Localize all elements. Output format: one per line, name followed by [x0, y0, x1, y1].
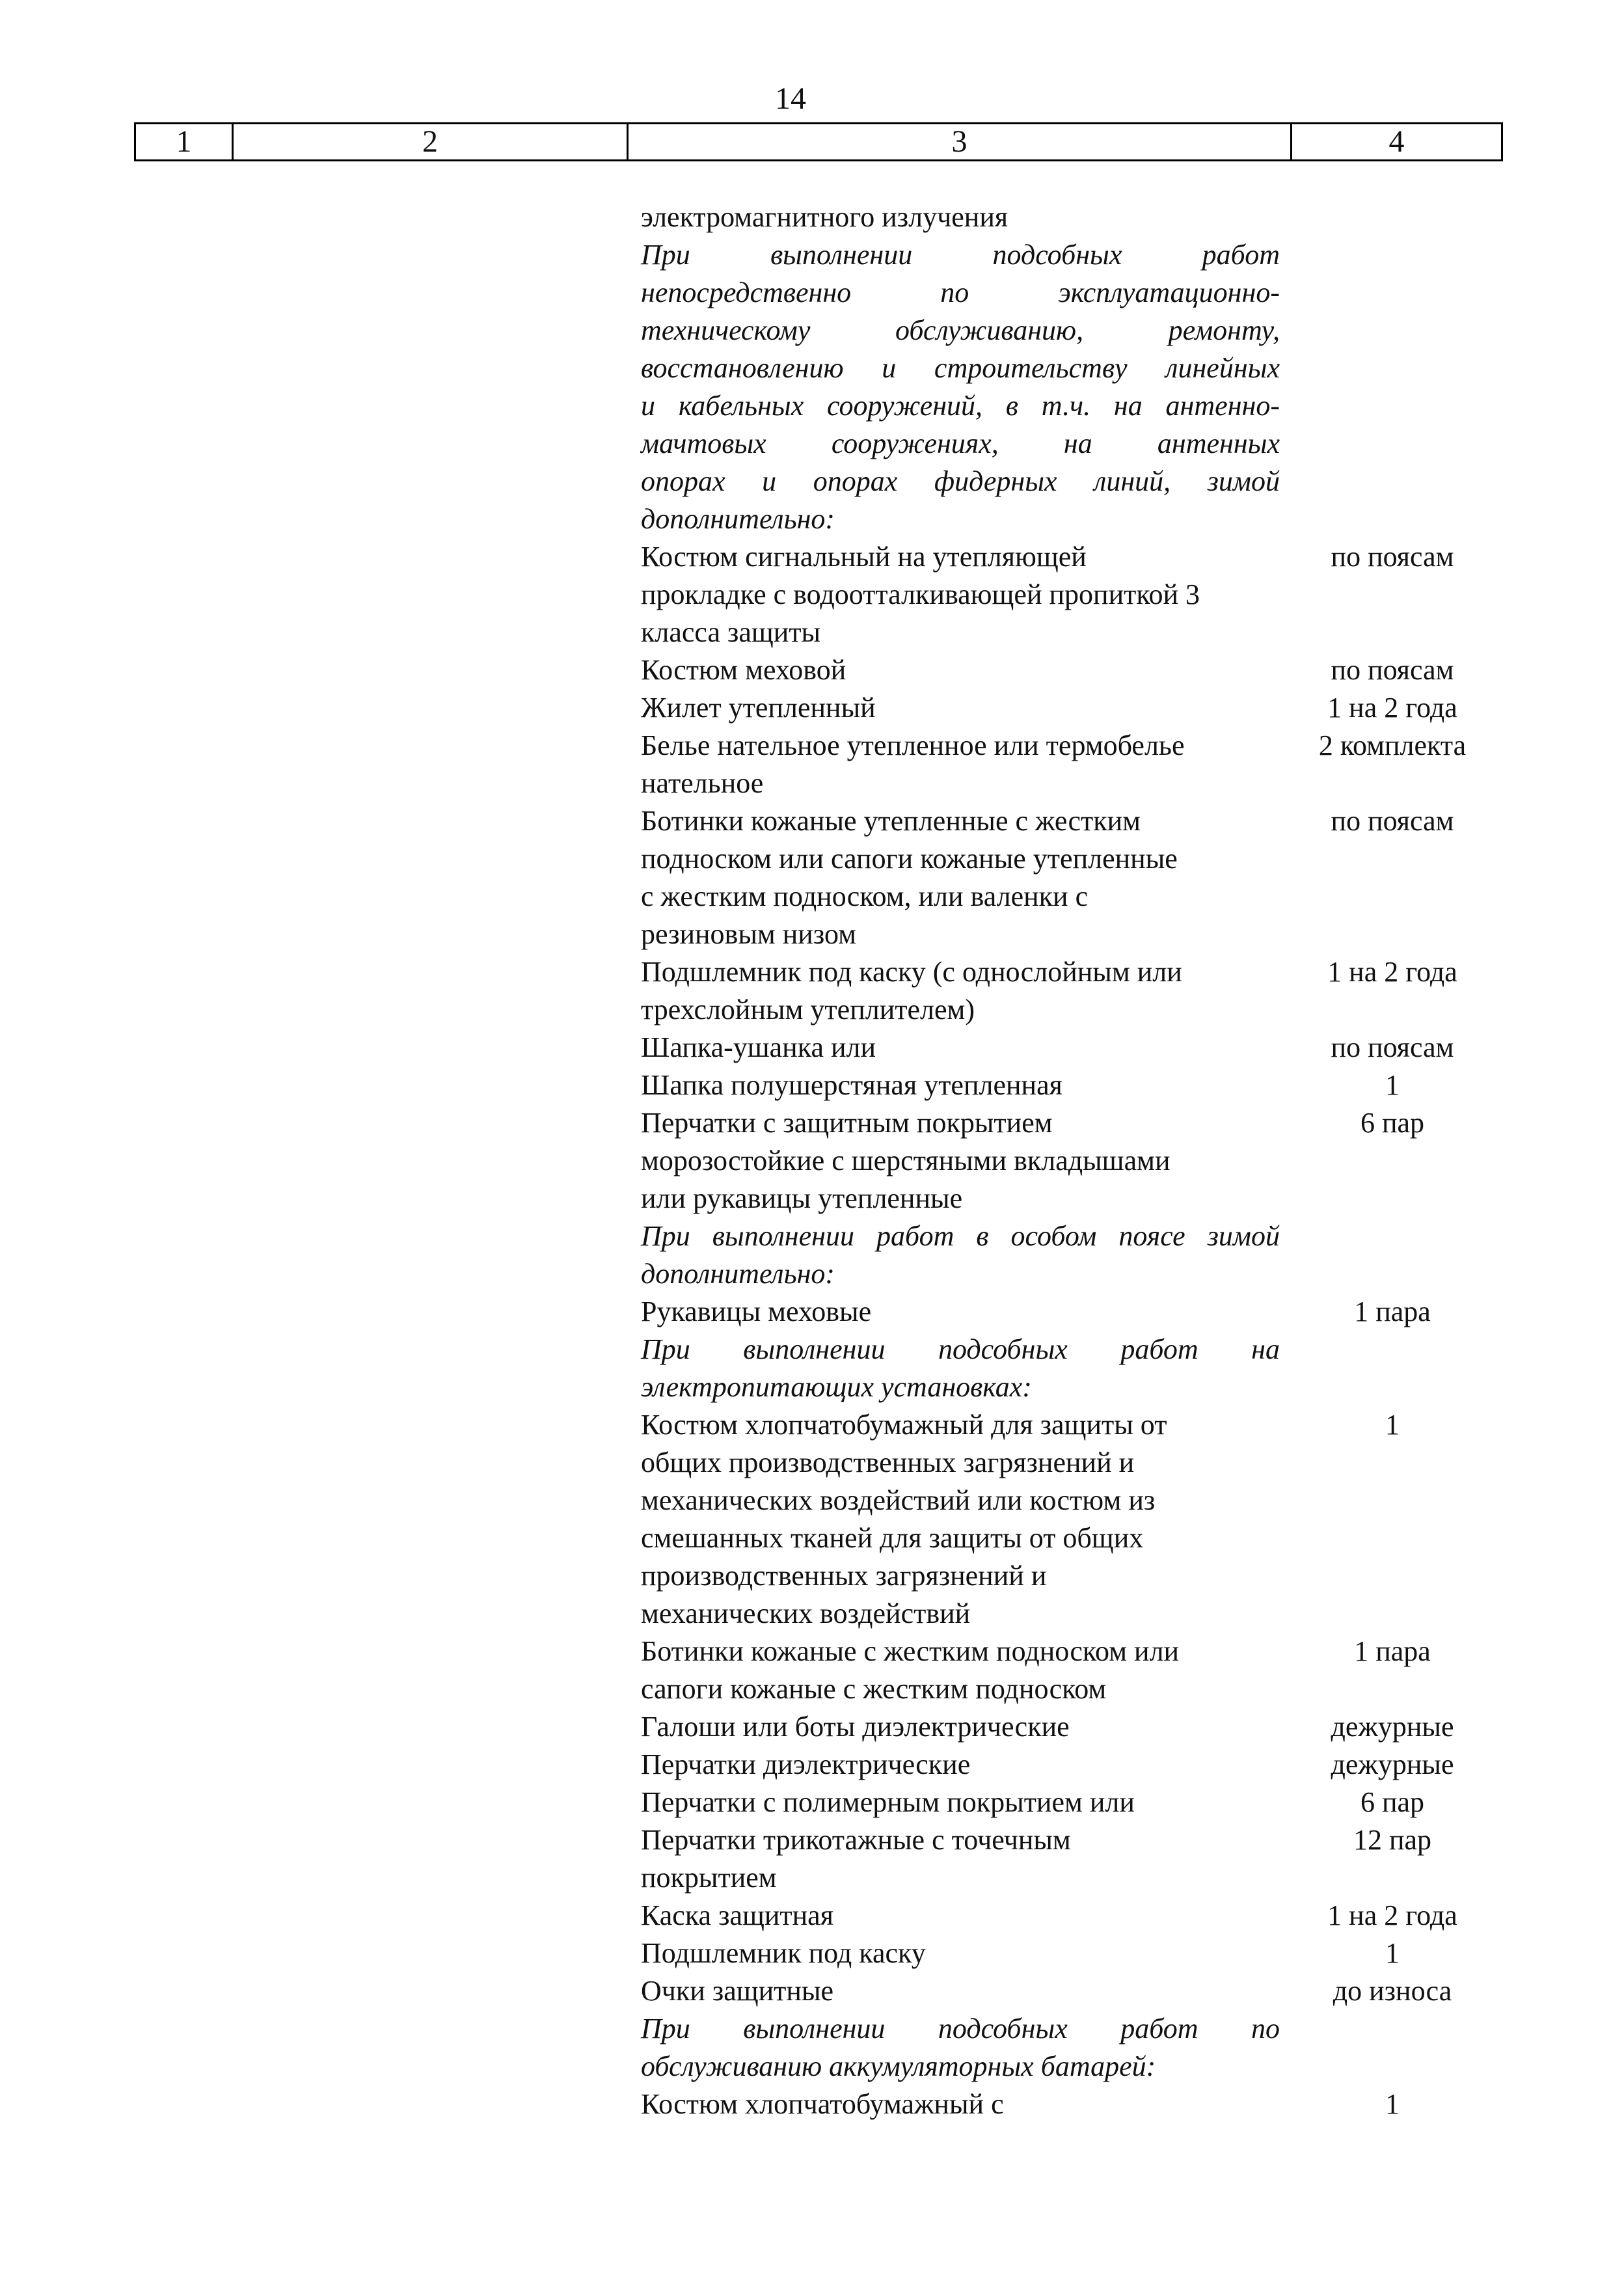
- item-row: [641, 1066, 1506, 1104]
- section-heading-line: восстановлению и строительству линейных: [641, 352, 1280, 384]
- item-quantity: дежурные: [1331, 1748, 1454, 1780]
- item-name-line: Рукавицы меховые: [641, 1296, 872, 1327]
- item-name-line: Каска защитная: [641, 1899, 833, 1931]
- section-heading-line: дополнительно:: [641, 503, 835, 535]
- item-quantity: 2 комплекта: [1318, 729, 1467, 761]
- item-row: [641, 1633, 1506, 1708]
- item-quantity: 1 на 2 года: [1327, 1899, 1457, 1931]
- item-quantity: 6 пар: [1360, 1786, 1425, 1818]
- section-heading: [641, 2010, 1280, 2085]
- item-name: [641, 1029, 1282, 1066]
- item-quantity: по поясам: [1331, 541, 1454, 573]
- section-heading: [641, 236, 1280, 538]
- section-heading-line: При выполнении подсобных работ на: [641, 1333, 1280, 1365]
- item-quantity: дежурные: [1331, 1711, 1454, 1743]
- item-name-line: морозостойкие с шерстяными вкладышами: [641, 1145, 1171, 1176]
- item-quantity: 1: [1385, 1069, 1400, 1101]
- continuation-line: [641, 198, 1506, 236]
- item-row: [641, 1104, 1506, 1217]
- item-quantity: по поясам: [1331, 1031, 1454, 1063]
- item-row: [641, 1029, 1506, 1066]
- item-name-line: подноском или сапоги кожаные утепленные: [641, 843, 1178, 875]
- section-heading-line: При выполнении подсобных работ: [641, 239, 1280, 271]
- item-name-line: механических воздействий: [641, 1597, 971, 1629]
- header-col-3: 3: [627, 124, 1290, 159]
- section-heading: [641, 1217, 1280, 1293]
- section-heading-line: мачтовых сооружениях, на антенных: [641, 428, 1280, 459]
- item-quantity: 1 на 2 года: [1327, 956, 1457, 988]
- item-row: [641, 1708, 1506, 1746]
- item-row: [641, 727, 1506, 802]
- item-name-line: Ботинки кожаные утепленные с жестким: [641, 805, 1141, 837]
- table-header: [134, 122, 1503, 161]
- item-name: [641, 1935, 1282, 1972]
- item-row: [641, 1406, 1506, 1633]
- item-name-line: Галоши или боты диэлектрические: [641, 1711, 1070, 1743]
- item-name-line: Перчатки диэлектрические: [641, 1748, 971, 1780]
- item-name-line: сапоги кожаные с жестким подноском: [641, 1673, 1107, 1705]
- item-name: [641, 689, 1282, 727]
- item-row: [641, 953, 1506, 1029]
- item-name: [641, 1821, 1282, 1897]
- item-name-line: Костюм сигнальный на утепляющей: [641, 541, 1087, 573]
- item-name-line: Шапка полушерстяная утепленная: [641, 1069, 1062, 1101]
- item-name-line: Подшлемник под каску: [641, 1937, 926, 1969]
- item-name-line: Костюм хлопчатобумажный с: [641, 2088, 1004, 2120]
- item-name-line: Ботинки кожаные с жестким подноском или: [641, 1635, 1180, 1667]
- item-name-line: смешанных тканей для защиты от общих: [641, 1522, 1144, 1554]
- item-quantity: 1: [1385, 1409, 1400, 1441]
- item-name-line: класса защиты: [641, 616, 821, 648]
- section-heading-line: опорах и опорах фидерных линий, зимой: [641, 465, 1280, 497]
- item-name-line: Костюм меховой: [641, 654, 846, 686]
- item-row: [641, 1746, 1506, 1784]
- item-row: [641, 1821, 1506, 1897]
- item-name: [641, 1293, 1282, 1331]
- item-name: [641, 1784, 1282, 1821]
- item-quantity: 6 пар: [1360, 1107, 1425, 1139]
- item-name-line: Перчатки с полимерным покрытием или: [641, 1786, 1135, 1818]
- item-quantity: 12 пар: [1353, 1824, 1432, 1856]
- section-heading-line: При выполнении работ в особом поясе зимой: [641, 1220, 1280, 1252]
- item-row: [641, 1897, 1506, 1935]
- item-name-line: Подшлемник под каску (с однослойным или: [641, 956, 1182, 988]
- item-name-line: механических воздействий или костюм из: [641, 1484, 1156, 1516]
- item-row: [641, 689, 1506, 727]
- section-heading: [641, 1331, 1280, 1406]
- item-name-line: с жестким подноском, или валенки с: [641, 880, 1089, 912]
- item-name: [641, 1104, 1282, 1217]
- section-heading-line: непосредственно по эксплуатационно-: [641, 277, 1280, 308]
- item-name-line: покрытием: [641, 1862, 777, 1894]
- section-heading-line: и кабельных сооружений, в т.ч. на антенно-: [641, 390, 1280, 422]
- item-name-line: Очки защитные: [641, 1975, 834, 2007]
- item-row: [641, 538, 1506, 651]
- item-name-line: общих производственных загрязнений и: [641, 1447, 1135, 1478]
- item-name: [641, 1897, 1282, 1935]
- item-name: [641, 1746, 1282, 1784]
- item-name: [641, 2085, 1282, 2123]
- item-quantity: 1: [1385, 1937, 1400, 1969]
- item-quantity: по поясам: [1331, 805, 1454, 837]
- item-name: [641, 1066, 1282, 1104]
- item-name: [641, 727, 1282, 802]
- item-name: [641, 802, 1282, 953]
- item-name-line: Шапка-ушанка или: [641, 1031, 876, 1063]
- header-col-4: 4: [1290, 124, 1501, 159]
- item-row: [641, 802, 1506, 953]
- item-name: [641, 538, 1282, 651]
- section-heading-line: электропитающих установках:: [641, 1371, 1032, 1403]
- section-heading-line: дополнительно:: [641, 1258, 835, 1290]
- item-quantity: 1 пара: [1354, 1296, 1431, 1327]
- item-text: электромагнитного излучения: [641, 201, 1008, 233]
- item-quantity: по поясам: [1331, 654, 1454, 686]
- section-heading-line: техническому обслуживанию, ремонту,: [641, 314, 1280, 346]
- item-name: [641, 651, 1282, 689]
- item-quantity: 1: [1385, 2088, 1400, 2120]
- section-heading-line: При выполнении подсобных работ по: [641, 2013, 1280, 2044]
- header-col-2: 2: [232, 124, 627, 159]
- item-name: [641, 1406, 1282, 1633]
- item-row: [641, 1972, 1506, 2010]
- page-number: 14: [775, 81, 806, 116]
- item-name: [641, 1708, 1282, 1746]
- item-row: [641, 1784, 1506, 1821]
- item-quantity: 1 пара: [1354, 1635, 1431, 1667]
- item-row: [641, 2085, 1506, 2123]
- item-name-line: прокладке с водоотталкивающей пропиткой 3: [641, 578, 1200, 610]
- item-name: [641, 953, 1282, 1029]
- item-name-line: производственных загрязнений и: [641, 1560, 1047, 1592]
- header-col-1: 1: [176, 124, 192, 159]
- item-quantity: до износа: [1333, 1975, 1452, 2007]
- item-name: [641, 1633, 1282, 1708]
- document-body: [641, 198, 1506, 2123]
- item-name-line: Жилет утепленный: [641, 692, 876, 724]
- item-name-line: или рукавицы утепленные: [641, 1182, 963, 1214]
- item-name-line: нательное: [641, 767, 764, 799]
- item-name-line: трехслойным утеплителем): [641, 994, 975, 1026]
- item-quantity: 1 на 2 года: [1327, 692, 1457, 724]
- item-name-line: Костюм хлопчатобумажный для защиты от: [641, 1409, 1167, 1441]
- item-name-line: Перчатки с защитным покрытием: [641, 1107, 1053, 1139]
- item-row: [641, 651, 1506, 689]
- item-row: [641, 1293, 1506, 1331]
- section-heading-line: обслуживанию аккумуляторных батарей:: [641, 2050, 1156, 2082]
- item-name-line: резиновым низом: [641, 918, 856, 950]
- item-row: [641, 1935, 1506, 1972]
- item-name-line: Перчатки трикотажные с точечным: [641, 1824, 1071, 1856]
- item-name-line: Белье нательное утепленное или термобелье: [641, 729, 1185, 761]
- item-name: [641, 1972, 1282, 2010]
